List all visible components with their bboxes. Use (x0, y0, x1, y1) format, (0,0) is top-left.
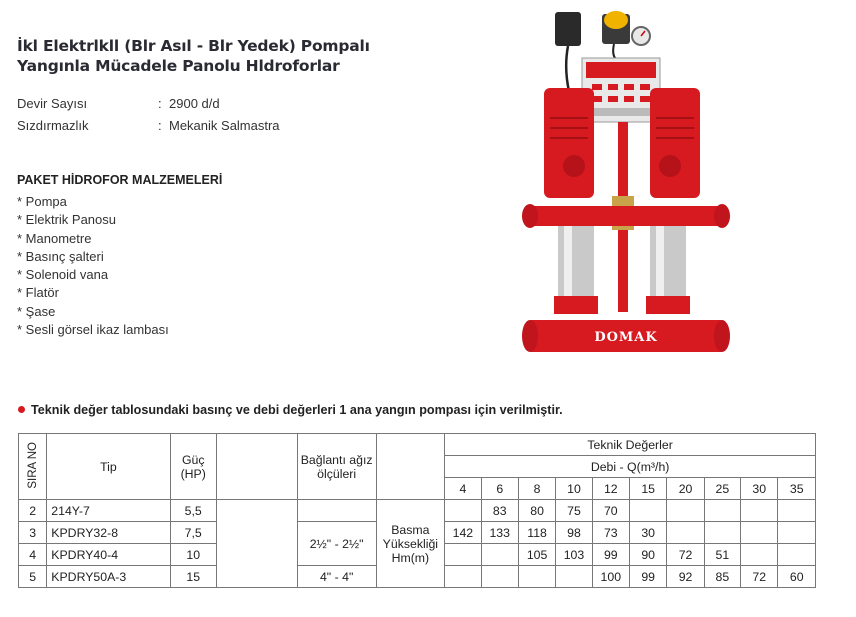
cell-value (481, 544, 518, 566)
cell-tip: KPDRY32-8 (47, 522, 170, 544)
upper-manifold (526, 206, 726, 226)
cell-no: 2 (19, 500, 47, 522)
list-item: * Flatör (17, 285, 59, 301)
cell-tip: KPDRY50A-3 (47, 566, 170, 588)
flow-header: 10 (556, 478, 592, 500)
spec-value: Mekanik Salmastra (169, 118, 280, 133)
cell-value (445, 544, 481, 566)
cell-value (481, 566, 518, 588)
list-item: * Basınç şalteri (17, 248, 104, 264)
cell-value (445, 500, 481, 522)
cell-value (704, 522, 740, 544)
header-blank-2 (376, 434, 445, 500)
spec-label: Devir Sayısı (17, 96, 88, 111)
package-title: PAKET HİDROFOR MALZEMELERİ (17, 173, 223, 187)
flow-header: 6 (481, 478, 518, 500)
flow-header: 15 (630, 478, 667, 500)
cell-value: 80 (518, 500, 555, 522)
cell-no: 5 (19, 566, 47, 588)
package-list (17, 193, 169, 339)
header-tip: Tip (47, 434, 170, 500)
title-line-2: Yangınla Mücadele Panolu Hldroforlar (17, 57, 340, 75)
cell-value: 85 (704, 566, 740, 588)
list-item: * Elektrik Panosu (17, 212, 116, 228)
flow-header: 4 (445, 478, 481, 500)
pressure-switch (555, 12, 581, 46)
header-sira-no: SIRA NO (19, 434, 47, 500)
title-line-1: İkl Elektrlkll (Blr Asıl - Blr Yedek) Pompalı (17, 37, 370, 55)
alarm-lamp-icon (604, 11, 628, 29)
cell-value: 90 (630, 544, 667, 566)
list-item: * Pompa (17, 194, 67, 209)
cell-basma: Basma Yüksekliği Hm(m) (376, 500, 445, 588)
flow-header: 12 (592, 478, 629, 500)
list-item: * Şase (17, 303, 56, 319)
cell-value: 75 (556, 500, 592, 522)
pump-body-left (558, 226, 594, 308)
cell-value: 98 (556, 522, 592, 544)
flow-header: 25 (704, 478, 740, 500)
technical-table (18, 433, 816, 588)
header-teknik: Teknik Değerler (445, 434, 816, 456)
cell-value: 72 (741, 566, 778, 588)
flow-header: 30 (741, 478, 778, 500)
cell-conn: 4" - 4" (297, 566, 376, 588)
list-item: * Solenoid vana (17, 267, 109, 283)
motor-left (544, 88, 594, 198)
cell-value: 83 (481, 500, 518, 522)
cell-no: 3 (19, 522, 47, 544)
cell-value: 103 (556, 544, 592, 566)
note-text: Teknik değer tablosundaki basınç ve debi değerleri 1 ana yangın pompası için verilmiştir. (31, 403, 563, 417)
flow-header: 20 (667, 478, 704, 500)
cell-guc: 7,5 (170, 522, 216, 544)
cell-guc: 15 (170, 566, 216, 588)
cell-guc: 5,5 (170, 500, 216, 522)
list-item: * Sesli görsel ikaz lambası (17, 322, 169, 338)
header-guc: Güç (HP) (170, 434, 216, 500)
spec-separator: : (158, 118, 162, 133)
cell-value: 60 (778, 566, 816, 588)
cell-value: 99 (630, 566, 667, 588)
bullet-icon (18, 406, 25, 413)
cell-value: 72 (667, 544, 704, 566)
header-debi: Debi - Q(m³/h) (445, 456, 816, 478)
cell-value (778, 500, 816, 522)
cell-value (778, 544, 816, 566)
technical-note (18, 403, 563, 417)
product-image (522, 8, 732, 360)
pump-body-right (650, 226, 686, 308)
cell-value (741, 500, 778, 522)
spec-separator: : (158, 96, 162, 111)
cell-value (741, 544, 778, 566)
spec-label: Sızdırmazlık (17, 118, 89, 133)
motor-right (650, 88, 700, 198)
cell-value: 73 (592, 522, 629, 544)
spec-value: 2900 d/d (169, 96, 220, 111)
cell-value: 30 (630, 522, 667, 544)
cell-conn (297, 500, 376, 522)
cell-value (741, 522, 778, 544)
cell-value (778, 522, 816, 544)
cell-value (445, 566, 481, 588)
cell-value: 70 (592, 500, 629, 522)
cell-conn: 2½" - 2½" (297, 522, 376, 566)
cell-value: 99 (592, 544, 629, 566)
cell-value (667, 522, 704, 544)
cell-value: 51 (704, 544, 740, 566)
header-baglanti: Bağlantı ağız ölçüleri (297, 434, 376, 500)
cell-value: 118 (518, 522, 555, 544)
cell-value: 92 (667, 566, 704, 588)
cell-tip: 214Y-7 (47, 500, 170, 522)
flow-header: 35 (778, 478, 816, 500)
cell-no: 4 (19, 544, 47, 566)
cell-value: 105 (518, 544, 555, 566)
table-row (19, 500, 816, 522)
brand-logo: DOMAK (594, 330, 658, 345)
cell-blank (216, 500, 297, 588)
cell-guc: 10 (170, 544, 216, 566)
cell-value: 142 (445, 522, 481, 544)
cell-value (667, 500, 704, 522)
cell-value: 100 (592, 566, 629, 588)
cell-value (704, 500, 740, 522)
flow-header: 8 (518, 478, 555, 500)
cell-tip: KPDRY40-4 (47, 544, 170, 566)
cell-value (556, 566, 592, 588)
header-blank (216, 434, 297, 500)
cell-value: 133 (481, 522, 518, 544)
cell-value (518, 566, 555, 588)
page-title (17, 36, 437, 76)
list-item: * Manometre (17, 230, 92, 246)
cell-value (630, 500, 667, 522)
